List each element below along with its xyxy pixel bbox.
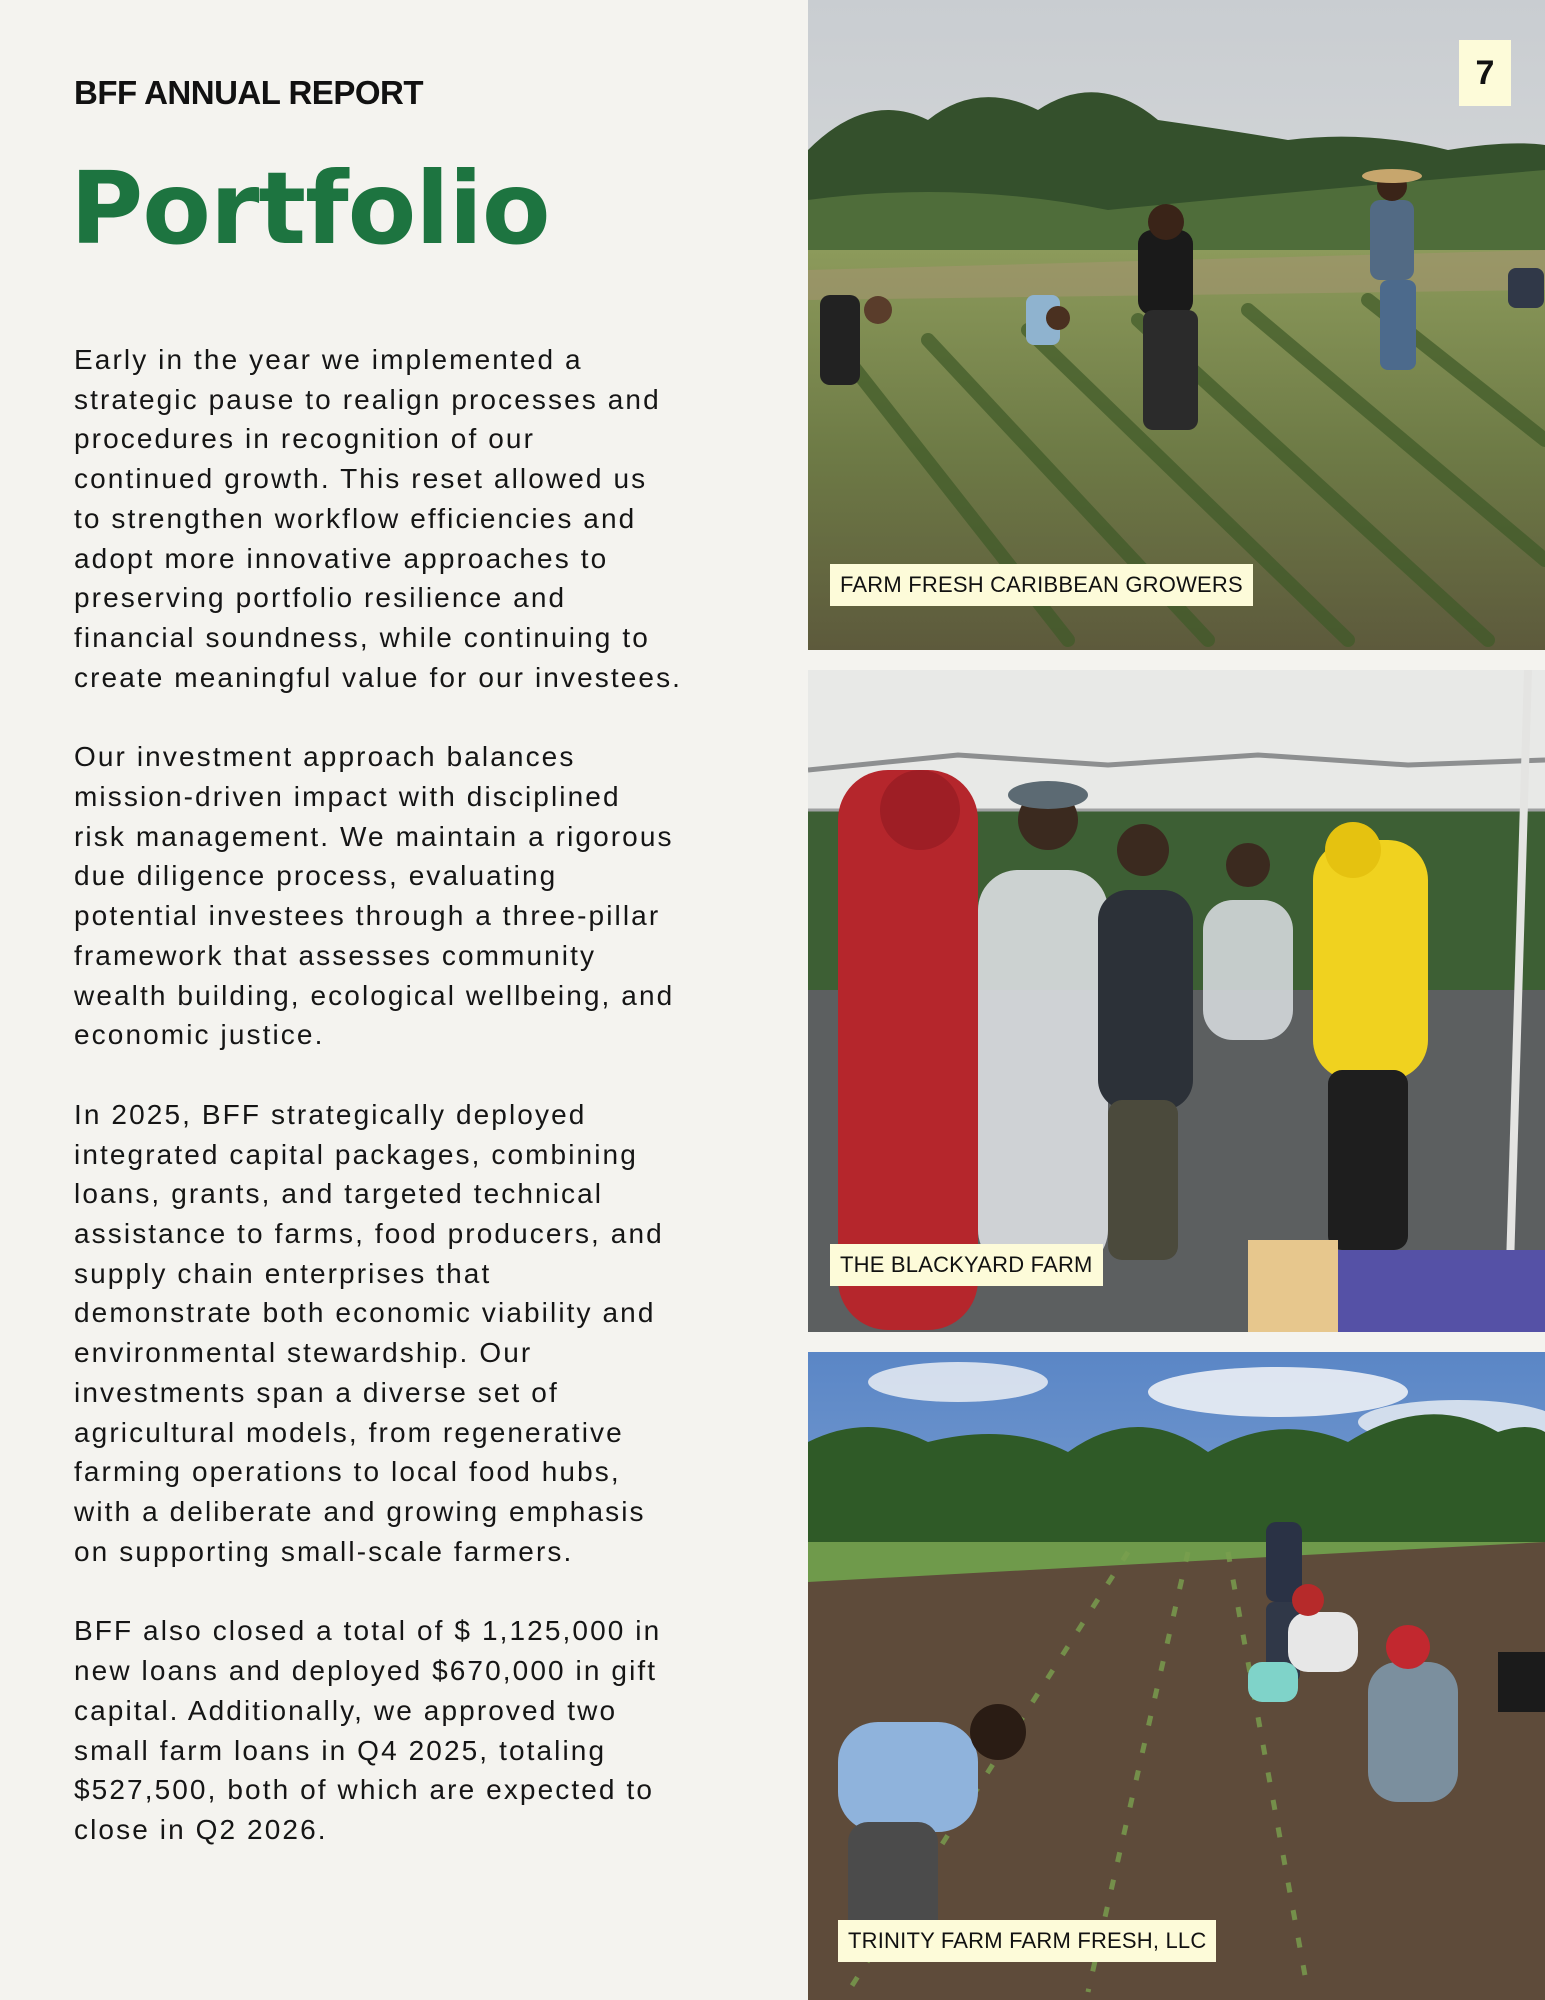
page-number: 7 xyxy=(1459,40,1511,106)
photo-caption-1: FARM FRESH CARIBBEAN GROWERS xyxy=(830,564,1253,606)
page-title: Portfolio xyxy=(70,150,550,267)
photo-the-blackyard-farm xyxy=(808,670,1545,1332)
paragraph-loans-closed: BFF also closed a total of $ 1,125,000 in new loans and deployed $670,000 in gift capital. Additionally, we approved two small farm loans in Q4 2025, totaling $527,500, both of which are expected to close in Q2 2026. xyxy=(74,1615,662,1845)
report-label: BFF ANNUAL REPORT xyxy=(74,74,423,111)
photo-farm-fresh-caribbean-growers xyxy=(808,0,1545,650)
paragraph-strategic-pause: Early in the year we implemented a strategic pause to realign processes and procedures in recognition of our continued growth. This reset allowed us to strengthen workflow efficiencies and adopt more innovative approaches to preserving portfolio resilience and financial soundness, while continuing to create meaningful value for our investees. xyxy=(74,344,683,693)
paragraph-capital-packages: In 2025, BFF strategically deployed integrated capital packages, combining loans, grants, and targeted technical assistance to farms, food producers, and supply chain enterprises that demonstrate both economic viability and environmental stewardship. Our investments span a diverse set of agricultural models, from regenerative farming operations to local food hubs, with a deliberate and growing emphasis on supporting small-scale farmers. xyxy=(74,1098,664,1567)
photo-caption-2: THE BLACKYARD FARM xyxy=(830,1244,1103,1286)
photo-trinity-farm-farm-fresh xyxy=(808,1352,1545,2000)
body-text xyxy=(74,340,774,1890)
planting-photo xyxy=(808,1352,1545,2000)
photo-column xyxy=(808,0,1545,2000)
paragraph-investment-approach: Our investment approach balances mission-driven impact with disciplined risk management. We maintain a rigorous due diligence process, evaluating potential investees through a three-pillar framework that assesses community wealth building, ecological wellbeing, and economic justice. xyxy=(74,741,675,1051)
field-photo xyxy=(808,0,1545,650)
tent-photo xyxy=(808,670,1545,1332)
photo-caption-3: TRINITY FARM FARM FRESH, LLC xyxy=(838,1920,1216,1962)
